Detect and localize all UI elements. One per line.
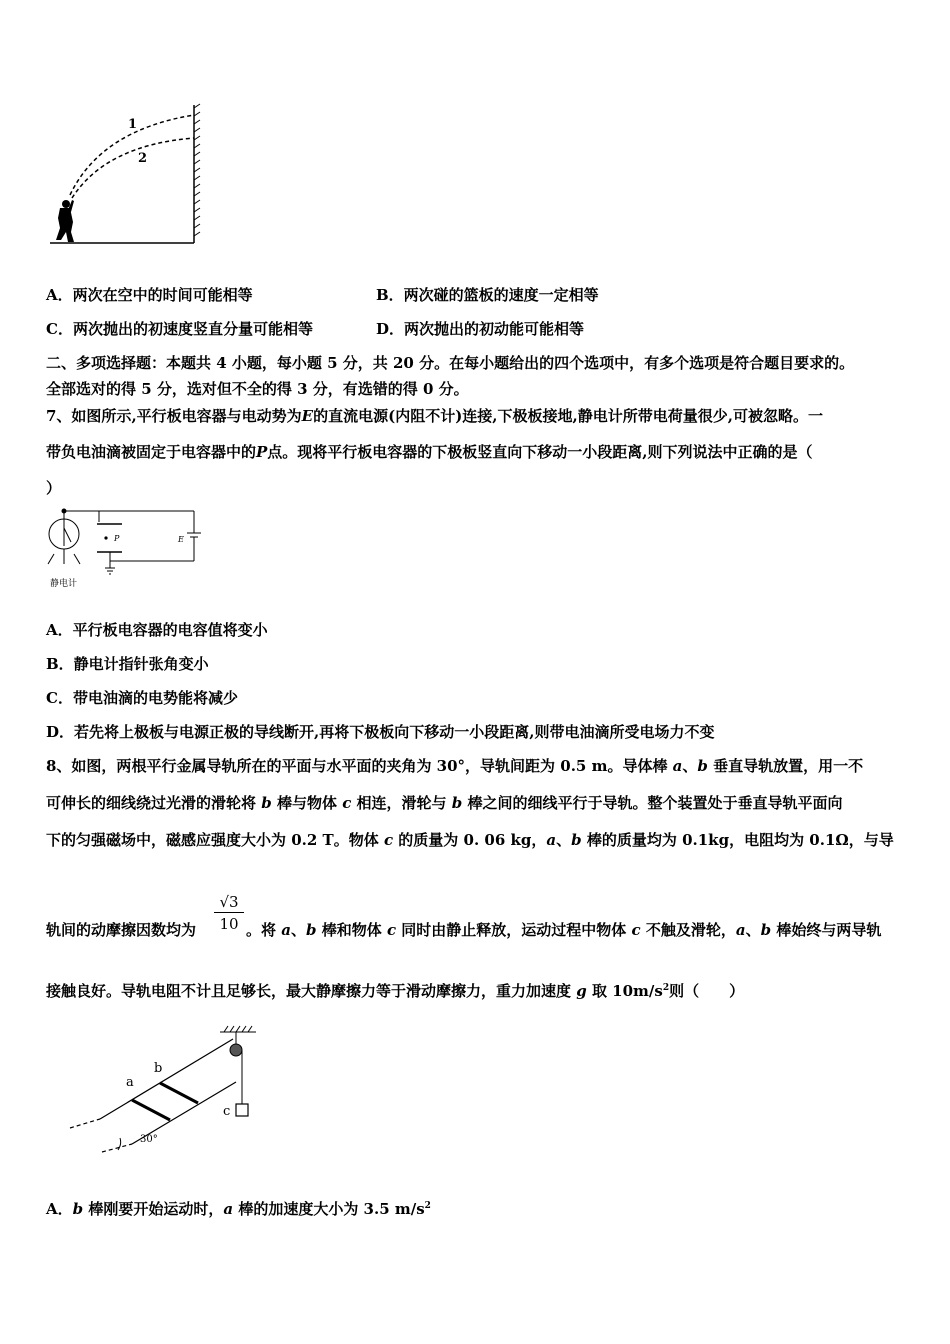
q8-stem-line1 <box>46 756 863 776</box>
q8-text: 棒和物体 <box>316 921 387 939</box>
q7-stem-line2 <box>46 442 813 462</box>
q8-text: 垂直导轨放置，用一不 <box>707 757 864 775</box>
q8-text: 、 <box>290 921 306 939</box>
rod-a <box>132 1100 170 1120</box>
electrometer-icon <box>48 509 99 564</box>
q8-stem-line4-right <box>246 920 881 940</box>
var-p: P <box>256 443 268 461</box>
var-b: b <box>305 921 317 939</box>
q8-text: 棒的加速度大小为 3.5 m/s <box>233 1200 425 1218</box>
friction-fraction <box>214 893 244 933</box>
q8-text: 棒与物体 <box>271 794 343 812</box>
var-a: a <box>223 1200 234 1218</box>
backboard <box>194 104 200 243</box>
superscript: 2 <box>662 983 670 993</box>
block-c <box>236 1104 248 1116</box>
q7-option-b[interactable]: B．静电计指针张角变小 <box>46 655 209 673</box>
q6-figure <box>46 100 216 250</box>
var-b: b <box>72 1200 84 1218</box>
electrometer-label: 静电计 <box>50 579 78 589</box>
q8-text: 棒的质量均为 0.1kg，电阻均为 0.1Ω，与导 <box>581 831 894 849</box>
var-b: b <box>760 921 772 939</box>
section2-heading-line1: 二、多项选择题：本题共 4 小题，每小题 5 分，共 20 分。在每小题给出的四个选项中，有多个选项是符合题目要求的。 <box>46 354 855 372</box>
q8-text: 下的匀强磁场中，磁感应强度大小为 0.2 T。物体 <box>46 831 384 849</box>
q8-text: 的质量为 0. 06 kg， <box>393 831 547 849</box>
label-b: b <box>154 1061 163 1076</box>
curve-2-label: 2 <box>138 151 148 166</box>
var-b: b <box>697 757 708 775</box>
curve-1-label: 1 <box>128 117 138 132</box>
q8-figure <box>60 1022 270 1154</box>
var-a: a <box>546 831 557 849</box>
var-c: c <box>386 921 397 939</box>
var-g: g <box>576 982 587 1000</box>
player-figure <box>56 200 74 242</box>
var-a: a <box>735 921 746 939</box>
label-c: c <box>223 1104 231 1119</box>
angle-label: 30° <box>140 1134 158 1145</box>
q7-text: 点。现将平行板电容器的下极板竖直向下移动一小段距离,则下列说法中正确的是（ <box>267 443 813 461</box>
q8-text: 可伸长的细线绕过光滑的滑轮将 <box>46 794 262 812</box>
var-b: b <box>261 794 272 812</box>
q8-text: 。将 <box>246 921 282 939</box>
superscript: 2 <box>424 1201 431 1211</box>
q8-text: 棒之间的细线平行于导轨。整个装置处于垂直导轨平面向 <box>462 794 843 812</box>
q8-text: 相连，滑轮与 <box>351 794 452 812</box>
q7-figure <box>44 506 214 592</box>
var-c: c <box>342 794 352 812</box>
q7-option-d[interactable]: D．若先将上极板与电源正极的导线断开,再将下极板向下移动一小段距离,则带电油滴所受电场力不变 <box>46 723 715 741</box>
var-b: b <box>451 794 463 812</box>
section2-heading-line2: 全部选对的得 5 分，选对但不全的得 3 分，有选错的得 0 分。 <box>46 380 469 398</box>
q8-text: 取 10m/s <box>586 982 663 1000</box>
label-a: a <box>126 1075 134 1090</box>
q8-stem-line3 <box>46 830 894 850</box>
q7-text: 带负电油滴被固定于电容器中的 <box>46 443 257 461</box>
q7-text: 7、如图所示,平行板电容器与电动势为 <box>46 407 302 425</box>
var-c: c <box>383 831 394 849</box>
q7-stem-line1 <box>46 406 823 426</box>
pulley-icon <box>230 1044 242 1056</box>
q7-option-a[interactable]: A．平行板电容器的电容值将变小 <box>46 621 268 639</box>
point-p-label: P <box>114 534 120 543</box>
q8-option-a[interactable] <box>46 1199 431 1219</box>
q8-text: 棒刚要开始运动时， <box>83 1200 224 1218</box>
trajectory-2 <box>72 138 194 198</box>
fraction-numerator: √3 <box>214 893 244 913</box>
emf-label: E <box>178 535 184 544</box>
q8-text: 、 <box>556 831 572 849</box>
var-a: a <box>672 757 683 775</box>
q7-text: 的直流电源(内阻不计)连接,下极板接地,静电计所带电荷量很少,可被忽略。一 <box>313 407 823 425</box>
q8-stem-line2 <box>46 793 843 813</box>
q6-option-a[interactable]: A．两次在空中的时间可能相等 <box>46 286 253 304</box>
q8-stem-line5 <box>46 981 744 1001</box>
var-e: E <box>301 407 314 425</box>
q8-text: 、 <box>745 921 761 939</box>
q7-stem-line3: ） <box>46 479 62 497</box>
q6-option-d[interactable]: D．两次抛出的初动能可能相等 <box>376 320 585 338</box>
q7-option-c[interactable]: C．带电油滴的电势能将减少 <box>46 689 238 707</box>
q8-text: 、 <box>682 757 698 775</box>
oil-drop <box>104 536 107 539</box>
q8-text: 8、如图，两根平行金属导轨所在的平面与水平面的夹角为 30°，导轨间距为 0.5 m。导体棒 <box>46 757 673 775</box>
q8-text: 同时由静止释放，运动过程中物体 <box>396 921 632 939</box>
q8-text: 不触及滑轮， <box>640 921 736 939</box>
q8-text: A． <box>46 1200 73 1218</box>
q8-text: 棒始终与两导轨 <box>771 921 882 939</box>
q8-text: 接触良好。导轨电阻不计且足够长，最大静摩擦力等于滑动摩擦力，重力加速度 <box>46 982 577 1000</box>
var-c: c <box>631 921 641 939</box>
var-b: b <box>571 831 582 849</box>
q8-stem-line4-left: 轨间的动摩擦因数均为 <box>46 921 197 939</box>
ceiling-support <box>220 1026 256 1044</box>
q6-option-c[interactable]: C．两次抛出的初速度竖直分量可能相等 <box>46 320 313 338</box>
fraction-denominator: 10 <box>219 915 239 933</box>
rod-b <box>160 1083 198 1103</box>
q8-text: 则（ ） <box>669 982 745 1000</box>
var-a: a <box>281 921 291 939</box>
q6-option-b[interactable]: B．两次碰的篮板的速度一定相等 <box>376 286 599 304</box>
